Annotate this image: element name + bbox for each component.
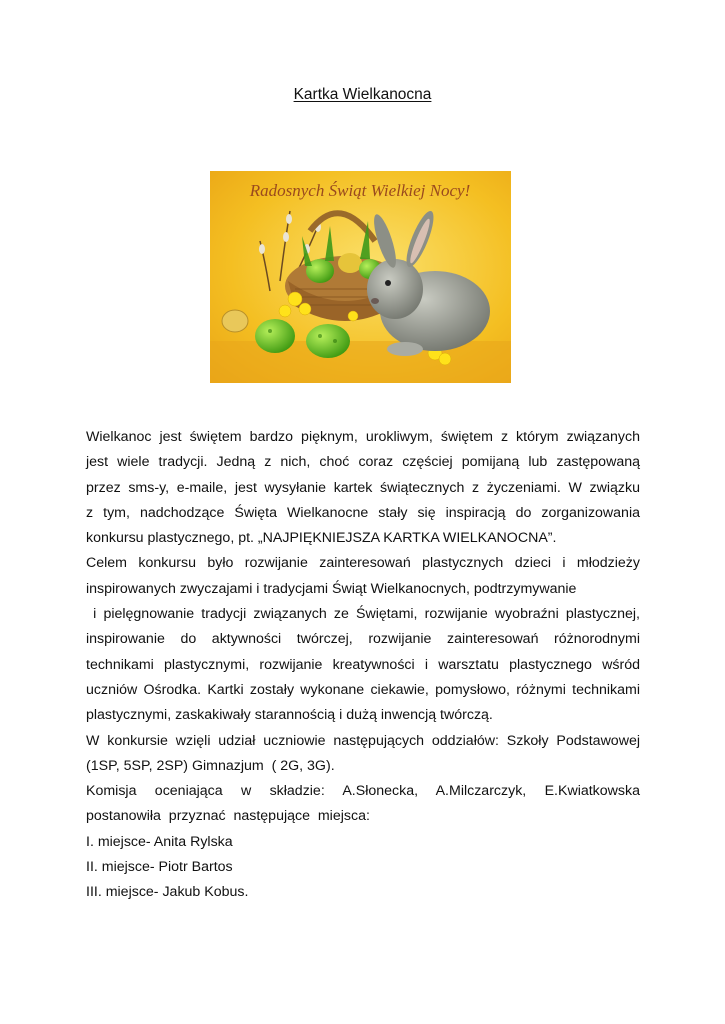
text-line: z tym, nadchodzące Święta Wielkanocne stały się inspiracją do zorganizowania [86,504,640,521]
text-line: przez sms-y, e-maile, jest wysyłanie kartek świątecznych z życzeniami. W związku [86,479,640,496]
text-line: I. miejsce- Anita Rylska [86,833,233,850]
text-line: II. miejsce- Piotr Bartos [86,859,233,876]
text-line: inspirowanych zwyczajami i tradycjami Świąt Wielkanocnych, podtrzymywanie [86,580,577,597]
text-line: inspirowanie do aktywności twórczej, rozwijanie zainteresowań różnorodnymi [86,631,640,648]
page-title: Kartka Wielkanocna [293,86,432,103]
text-line: W konkursie wzięli udział uczniowie następujących oddziałów: Szkoły Podstawowej [86,732,640,749]
text-line: konkursu plastycznego, pt. „NAJPIĘKNIEJSZA KARTKA WIELKANOCNA”. [86,530,557,547]
text-line: Celem konkursu było rozwijanie zainteresowań plastycznych dzieci i młodzieży [86,555,640,572]
text-line: plastycznymi, zaskakiwały starannością i dużą inwencją twórczą. [86,707,493,724]
text-line: uczniów Ośrodka. Kartki zostały wykonane ciekawie, pomysłowo, różnymi technikami [86,681,640,698]
green-egg-front [306,324,350,358]
text-line: Wielkanoc jest świętem bardzo pięknym, urokliwym, świętem z którym związanych [86,429,640,445]
card-greeting-text: Radosnych Świąt Wielkiej Nocy! [249,181,471,200]
easter-card-image [210,171,511,383]
text-line: technikami plastycznymi, rozwijanie kreatywności i warsztatu plastycznego wśród [86,656,640,673]
green-egg-large [255,319,295,353]
text-line: Komisja oceniająca w składzie: A.Słonecka, A.Milczarczyk, E.Kwiatkowska [86,783,640,800]
text-line: jest wiele tradycji. Jedną z nich, choć coraz częściej pomijaną lub zastępowaną [86,454,640,471]
text-line: i pielęgnowanie tradycji związanych ze Świętami, rozwijanie wyobraźni plastycznej, [86,606,640,623]
article-body [86,425,640,906]
text-line: III. miejsce- Jakub Kobus. [86,884,249,901]
text-line: postanowiła przyznać następujące miejsca: [86,808,370,825]
decorated-egg [222,310,248,332]
text-line: (1SP, 5SP, 2SP) Gimnazjum ( 2G, 3G). [86,757,335,774]
